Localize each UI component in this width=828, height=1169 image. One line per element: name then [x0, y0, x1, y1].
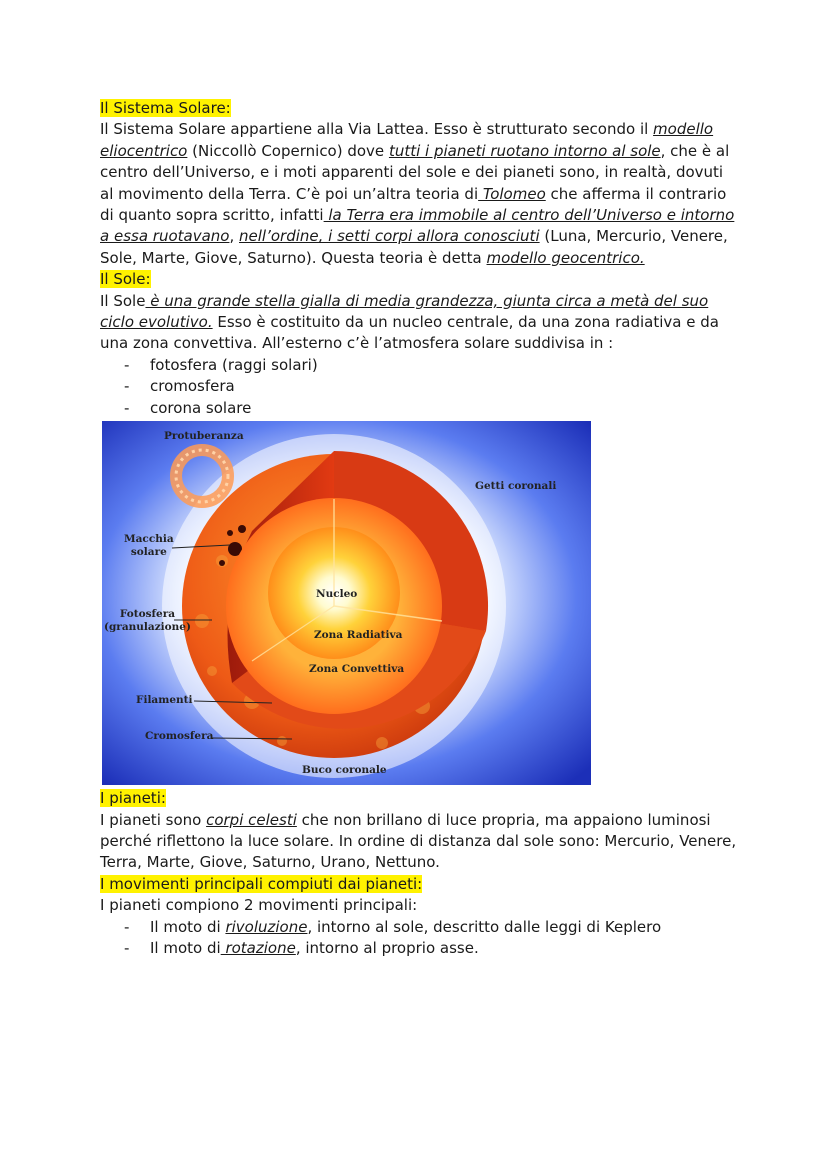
- paragraph-i-pianeti: I pianeti sono corpi celesti che non brillano di luce propria, ma appaiono luminosi perché riflettono la luce solare. In ordine di distanza dal sole sono: Mercurio, Venere, Terra, Marte, Giove, Saturno, Urano, Nettuno.: [100, 810, 737, 872]
- list-item: - fotosfera (raggi solari): [100, 355, 740, 376]
- paragraph-movimenti-intro: I pianeti compiono 2 movimenti principali:: [100, 896, 418, 915]
- paragraph-il-sole: Il Sole è una grande stella gialla di media grandezza, giunta circa a metà del suo ciclo evolutivo. Esso è costituito da un nucleo centrale, da una zona radiativa e da una zona convettiva. All’esterno c’è l’atmosfera solare suddivisa in :: [100, 291, 719, 353]
- heading-sistema-solare: Il Sistema Solare:: [100, 99, 231, 117]
- list-item: - cromosfera: [100, 376, 740, 397]
- label-fotosfera: Fotosfera (granulazione): [104, 608, 191, 634]
- label-zona-radiativa: Zona Radiativa: [314, 629, 403, 642]
- sun-structure-diagram: [102, 421, 591, 785]
- label-zona-convettiva: Zona Convettiva: [309, 663, 405, 676]
- list-item: - Il moto di rivoluzione, intorno al sole, descritto dalle leggi di Keplero: [100, 917, 740, 938]
- label-nucleo: Nucleo: [316, 588, 358, 601]
- movements-list: [100, 917, 740, 960]
- paragraph-sistema-solare: Il Sistema Solare appartiene alla Via Lattea. Esso è strutturato secondo il modello eliocentrico (Niccollò Copernico) dove tutti i pianeti ruotano intorno al sole, che è al centro dell’Universo, e i moti apparenti del sole e dei pianeti sono, in realtà, dovuti al movimento della Terra. C’è poi un’altra teoria di Tolomeo che afferma il contrario di quanto sopra scritto, infatti la Terra era immobile al centro dell’Universo e intorno a essa ruotavano, nell’ordine, i setti corpi allora conosciuti (Luna, Mercurio, Venere, Sole, Marte, Giove, Saturno). Questa teoria è detta modello geocentrico.: [100, 120, 735, 267]
- label-getti-coronali: Getti coronali: [475, 480, 557, 493]
- label-buco-coronale: Buco coronale: [302, 764, 387, 777]
- label-protuberanza: Protuberanza: [164, 430, 244, 443]
- atmosphere-list: [100, 355, 740, 419]
- label-macchia-solare: Macchia solare: [124, 533, 174, 559]
- document: [100, 98, 740, 959]
- heading-i-pianeti: I pianeti:: [100, 789, 166, 808]
- heading-movimenti: I movimenti principali compiuti dai pianeti:: [100, 874, 423, 893]
- label-cromosfera: Cromosfera: [145, 730, 214, 743]
- heading-il-sole: Il Sole:: [100, 270, 151, 289]
- label-filamenti: Filamenti: [136, 694, 193, 707]
- list-item: - corona solare: [100, 398, 740, 419]
- list-item: - Il moto di rotazione, intorno al proprio asse.: [100, 938, 740, 959]
